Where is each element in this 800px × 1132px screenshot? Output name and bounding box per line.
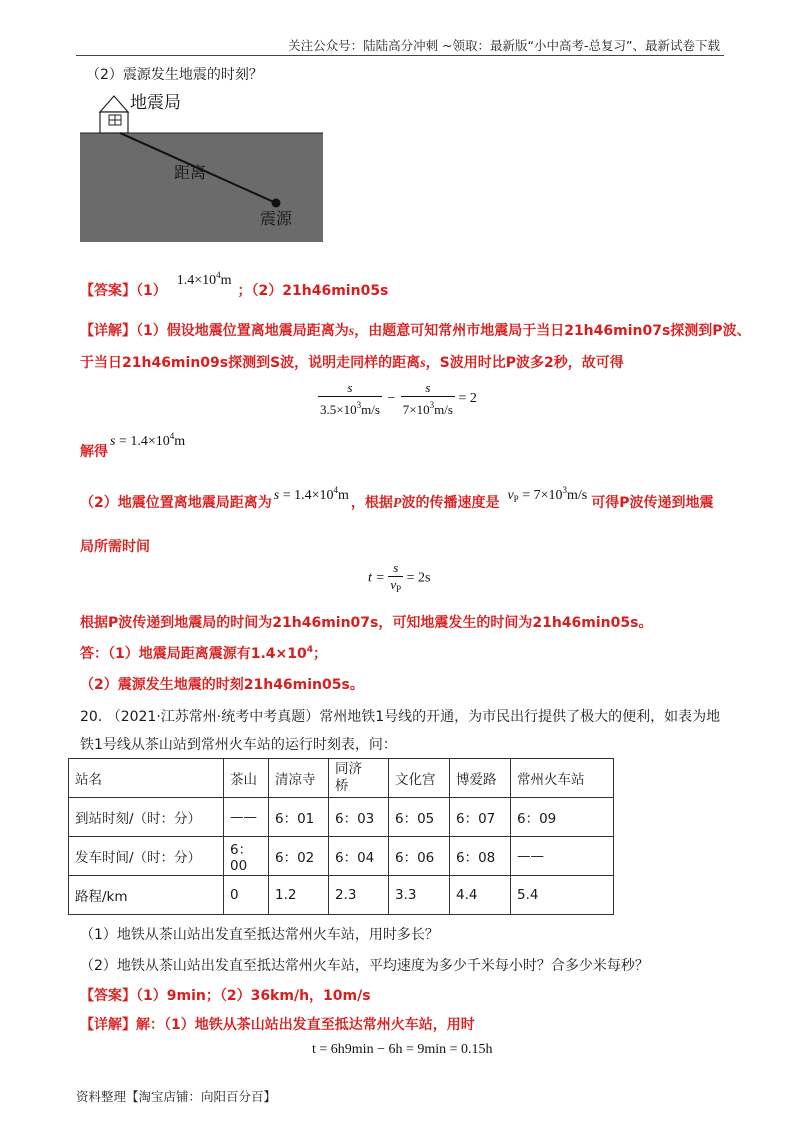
page-footer: 资料整理【淘宝店铺：向阳百分百】 — [76, 1089, 277, 1104]
table-cell: 3.3 — [389, 876, 450, 915]
table-cell: 清凉寺 — [269, 759, 329, 798]
solve-line: 解得$s = 1.4\times 10^4m$ — [80, 431, 186, 460]
table-cell: 6：04 — [329, 837, 389, 876]
detail-1-part-2: （2）地震位置离地震局距离为 $s = 1.4\times 10^4m$ ，根据P波的传播速度是 $v_P = 7\times 10^3m/s$ 可得P波传递到地震 — [80, 485, 714, 511]
table-cell: 博爱路 — [450, 759, 511, 798]
equation-1: $\frac{s}{3.5\times 10^3m/s}$ − $\frac{s}{7\times 10^3m/s}$ = 2 — [320, 380, 477, 417]
table-cell: 同济 桥 — [329, 759, 389, 798]
epicenter-dot — [272, 199, 281, 208]
question-20-line-1: 20. （2021·江苏常州·统考中考真题）常州地铁1号线的开通，为市民出行提供了极大的便利，如表为地 — [80, 709, 721, 725]
conclusion: 根据P波传递到地震局的时间为21h46min07s，可知地震发生的时间为21h46min05s。 — [80, 615, 653, 631]
question-20-sub-1: （1）地铁从茶山站出发直至抵达常州火车站，用时多长？ — [80, 927, 439, 943]
table-row — [69, 798, 614, 837]
detail-1-line-1: 【详解】（1）假设地震位置离地震局距离为s，由题意可知常州市地震局于当日21h46min07s探测到P波、 — [80, 323, 751, 339]
table-cell: 到站时刻/（时：分） — [69, 798, 224, 837]
equation-detail-2: t = 6h9min − 6h = 9min = 0.15h — [312, 1042, 493, 1057]
fraction-2: $\frac{s}{7\times 10^3m/s}$ — [402, 380, 453, 417]
table-cell: 0 — [224, 876, 269, 915]
equation-t: t = $\frac{s}{v_P}$ = 2s — [368, 560, 430, 597]
answer-value-1: $1.4\times 10^4m$ — [176, 270, 232, 288]
distance-label: 距离 — [174, 163, 207, 182]
table-cell: 6：06 — [389, 837, 450, 876]
table-cell: 1.2 — [269, 876, 329, 915]
answer-tag: 【答案】 — [80, 283, 136, 299]
table-cell: 站名 — [69, 759, 224, 798]
house-roof — [100, 96, 128, 112]
source-label: 震源 — [260, 209, 293, 228]
fraction-1: $\frac{s}{3.5\times 10^3m/s}$ — [320, 380, 380, 417]
table-cell: 6：08 — [450, 837, 511, 876]
table-cell: 常州火车站 — [511, 759, 614, 798]
table-cell: 2.3 — [329, 876, 389, 915]
question-20-sub-2: （2）地铁从茶山站出发直至抵达常州火车站，平均速度为多少千米每小时？合多少米每秒？ — [80, 958, 649, 974]
table-cell: 茶山 — [224, 759, 269, 798]
earthquake-diagram — [80, 88, 330, 242]
table-row — [69, 759, 614, 798]
detail-2: 【详解】解：（1）地铁从茶山站出发直至抵达常州火车站，用时 — [80, 1017, 475, 1033]
fraction-t: $\frac{s}{v_P}$ — [388, 560, 403, 597]
table-row — [69, 837, 614, 876]
detail-1-line-2: 于当日21h46min09s探测到S波，说明走同样的距离s，S波用时比P波多2秒，故可得 — [80, 355, 624, 371]
table-cell: 4.4 — [450, 876, 511, 915]
table-cell: 6：07 — [450, 798, 511, 837]
timetable — [68, 758, 614, 915]
table-cell: 文化宫 — [389, 759, 450, 798]
table-cell: 6：02 — [269, 837, 329, 876]
table-cell: 6：09 — [511, 798, 614, 837]
table-cell: 6：03 — [329, 798, 389, 837]
earthquake-diagram-svg — [80, 88, 330, 242]
question-2: （2）震源发生地震的时刻？ — [86, 67, 263, 83]
header-divider — [76, 55, 724, 56]
table-cell: 6：05 — [389, 798, 450, 837]
answer-2: 【答案】（1）9min；（2）36km/h，10m/s — [80, 988, 371, 1004]
table-cell: —— — [511, 837, 614, 876]
detail-1-part-2-cont: 局所需时间 — [80, 539, 150, 555]
building-label: 地震局 — [130, 93, 181, 113]
table-cell: 6：00 — [224, 837, 269, 876]
answer-1: 【答案】$(1)1.4\times 10^4m$；（2）21h46min05s — [80, 270, 389, 299]
question-20-line-2: 铁1号线从茶山站到常州火车站的运行时刻表，问： — [80, 737, 397, 753]
table-row — [69, 876, 614, 915]
table-cell: 路程/km — [69, 876, 224, 915]
table-cell: 6：01 — [269, 798, 329, 837]
page-header: 关注公众号：陆陆高分冲刺 ~领取：最新版“小中高考-总复习”、最新试卷下载 — [288, 38, 720, 53]
answer-summary-2: （2）震源发生地震的时刻21h46min05s。 — [80, 677, 364, 693]
answer-summary-1: 答：（1）地震局距离震源有$1.4\times 10^4$； — [80, 645, 328, 662]
table-cell: 发车时间/（时：分） — [69, 837, 224, 876]
table-cell: 5.4 — [511, 876, 614, 915]
table-cell: —— — [224, 798, 269, 837]
